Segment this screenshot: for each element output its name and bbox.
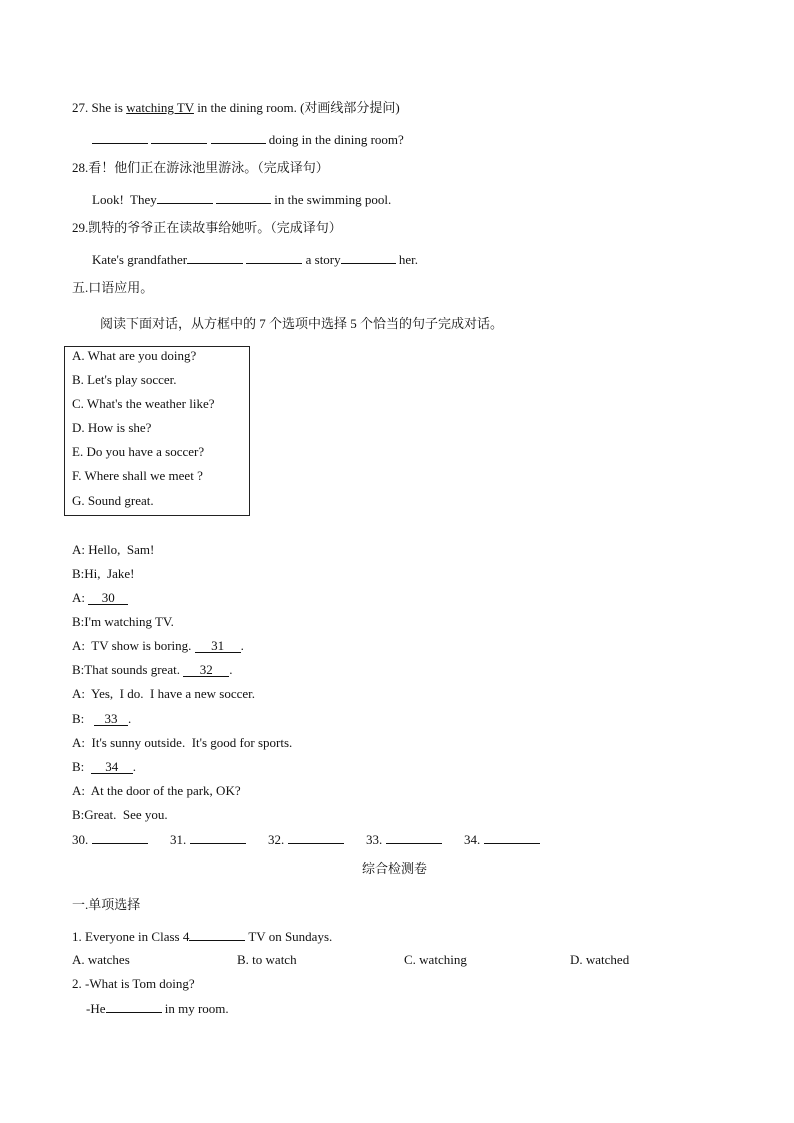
q28-prompt: 28.看！他们正在游泳池里游泳。（完成译句）: [72, 160, 329, 175]
q28-answer-line: Look! They in the swimming pool.: [92, 192, 392, 207]
option-f: F. Where shall we meet ?: [72, 468, 203, 483]
answer-row: 32.: [268, 831, 344, 848]
answer-blank-31[interactable]: [190, 831, 246, 844]
q27-answer-line: doing in the dining room?: [92, 131, 404, 148]
dialogue-line: B:That sounds great. 32 .: [72, 662, 233, 677]
answer-blank[interactable]: [106, 1000, 162, 1013]
q29-answer-line: Kate's grandfather a story her.: [92, 252, 419, 267]
dialogue-blank-33[interactable]: 33: [94, 712, 128, 726]
q27-underlined-part: watching TV: [126, 100, 194, 115]
q1-option-d[interactable]: D. watched: [570, 952, 630, 967]
dialogue-line: A: TV show is boring. 31 .: [72, 638, 244, 653]
option-c: C. What's the weather like?: [72, 396, 215, 411]
option-a: A. What are you doing?: [72, 348, 197, 363]
dialogue-blank-31[interactable]: 31: [195, 639, 241, 653]
section1-title: 一.单项选择: [72, 897, 141, 912]
dialogue-line: B:Great. See you.: [72, 807, 168, 822]
answer-blank-30[interactable]: [92, 831, 148, 844]
answer-blank[interactable]: [92, 131, 148, 144]
dialogue-line: A: Hello, Sam!: [72, 542, 155, 557]
answer-blank[interactable]: [246, 251, 302, 264]
q1-option-a[interactable]: A. watches: [72, 952, 130, 967]
answer-blank-32[interactable]: [288, 831, 344, 844]
answer-blank[interactable]: [341, 251, 396, 264]
answer-blank[interactable]: [151, 131, 207, 144]
comprehensive-title: 综合检测卷: [362, 861, 428, 876]
dialogue-blank-34[interactable]: 34: [91, 760, 133, 774]
q2-question: 2. -What is Tom doing?: [72, 976, 195, 991]
q1-question: 1. Everyone in Class 4 TV on Sundays.: [72, 929, 333, 944]
answer-blank[interactable]: [157, 191, 213, 204]
section5-instruction: 阅读下面对话，从方框中的 7 个选项中选择 5 个恰当的句子完成对话。: [100, 316, 504, 331]
answer-blank-34[interactable]: [484, 831, 540, 844]
answer-blank[interactable]: [216, 191, 271, 204]
answer-blank[interactable]: [211, 131, 266, 144]
answer-row: 34.: [464, 831, 540, 848]
dialogue-line: A: At the door of the park, OK?: [72, 783, 241, 798]
q2-answer-line: -He in my room.: [86, 1001, 229, 1016]
answer-row: 31.: [170, 831, 246, 848]
answer-blank[interactable]: [187, 251, 243, 264]
dialogue-line: A: Yes, I do. I have a new soccer.: [72, 686, 256, 701]
q1-option-b[interactable]: B. to watch: [237, 952, 297, 967]
answer-blank[interactable]: [189, 928, 245, 941]
q29-prompt: 29.凯特的爷爷正在读故事给她听。（完成译句）: [72, 220, 342, 235]
q1-option-c[interactable]: C. watching: [404, 952, 467, 967]
option-d: D. How is she?: [72, 420, 152, 435]
answer-row: 30.: [72, 831, 148, 848]
answer-blank-33[interactable]: [386, 831, 442, 844]
dialogue-blank-30[interactable]: 30: [88, 591, 128, 605]
options-box: [64, 346, 250, 516]
dialogue-line: B:Hi, Jake!: [72, 566, 135, 581]
dialogue-line: A: 30: [72, 590, 128, 606]
dialogue-line: A: It's sunny outside. It's good for sports.: [72, 735, 293, 750]
dialogue-line: B:I'm watching TV.: [72, 614, 174, 629]
dialogue-line: B: 33 .: [72, 711, 132, 726]
section5-title: 五.口语应用。: [72, 280, 154, 295]
dialogue-line: B: 34 .: [72, 759, 137, 774]
dialogue-blank-32[interactable]: 32: [183, 663, 229, 677]
option-b: B. Let's play soccer.: [72, 372, 177, 387]
option-g: G. Sound great.: [72, 493, 154, 508]
option-e: E. Do you have a soccer?: [72, 444, 205, 459]
answer-row: 33.: [366, 831, 442, 848]
q27-question: 27. She is watching TV in the dining room. (对画线部分提问): [72, 100, 400, 115]
